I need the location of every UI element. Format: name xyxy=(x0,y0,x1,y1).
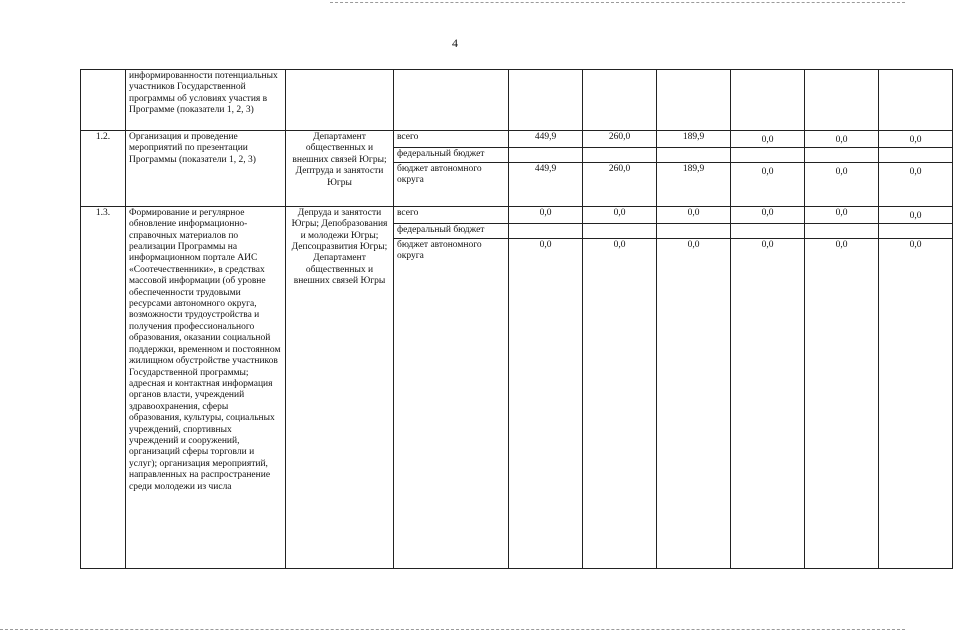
source-label-cell: бюджет автономного округа xyxy=(394,162,509,206)
value-cell: 449,9 xyxy=(509,131,583,148)
responsible-cell: Департамент общественных и внешних связей Югры; Дептруда и занятости Югры xyxy=(286,131,394,207)
value-cell xyxy=(657,224,731,238)
value-cell: 0,0 xyxy=(583,206,657,223)
value-cell: 0,0 xyxy=(583,238,657,568)
value-cell xyxy=(583,224,657,238)
row-number-cell xyxy=(81,70,126,131)
value-cell xyxy=(805,224,879,238)
activity-name-cell: Формирование и регулярное обновление информационно-справочных материалов по реализации Программы на информационном портале АИС «Соотечественники», в средствах массовой информации (об уровне обеспеченности трудовыми ресурсами автономного округа, возможности трудоустройства и получения профессионального образования, оказании социальной поддержки, временном и постоянном жилищном обустройстве участников Государственной программы; адресная и контактная информация органов власти, учреждений здравоохранения, сферы образования, культуры, социальных учреждений, спортивных учреждений и сооружений, организаций сферы торговли и услуг); организация мероприятий, направленных на распространение среди молодежи из числа xyxy=(126,206,286,568)
value-cell: 0,0 xyxy=(657,238,731,568)
value-cell: 0,0 xyxy=(879,162,953,206)
value-cell: 0,0 xyxy=(805,162,879,206)
value-cell xyxy=(509,148,583,162)
value-cell xyxy=(879,224,953,238)
value-cell: 0,0 xyxy=(805,131,879,148)
value-cell xyxy=(509,224,583,238)
activity-name-cell: информированности потенциальных участников Государственной программы об условиях участия в Программе (показатели 1, 2, 3) xyxy=(126,70,286,131)
value-cell xyxy=(805,148,879,162)
table-row-1-2-total xyxy=(81,131,953,148)
source-cell xyxy=(394,70,509,131)
scan-edge-bottom xyxy=(0,629,905,631)
value-cell: 0,0 xyxy=(731,238,805,568)
scan-edge-top xyxy=(330,2,905,4)
value-cell xyxy=(879,70,953,131)
source-label-cell: всего xyxy=(394,206,509,223)
value-cell xyxy=(731,70,805,131)
value-cell: 449,9 xyxy=(509,162,583,206)
value-cell xyxy=(657,70,731,131)
source-label-cell: федеральный бюджет xyxy=(394,148,509,162)
source-label-cell: бюджет автономного округа xyxy=(394,238,509,568)
source-label-cell: федеральный бюджет xyxy=(394,224,509,238)
value-cell: 260,0 xyxy=(583,162,657,206)
source-label-cell: всего xyxy=(394,131,509,148)
row-number-cell: 1.2. xyxy=(81,131,126,207)
page-number: 4 xyxy=(452,36,458,50)
value-cell: 0,0 xyxy=(805,206,879,223)
value-cell: 0,0 xyxy=(509,206,583,223)
value-cell: 0,0 xyxy=(731,206,805,223)
value-cell: 0,0 xyxy=(509,238,583,568)
responsible-cell: Депруда и занятости Югры; Депобразования и молодежи Югры; Депсоцразвития Югры; Департамент общественных и внешних связей Югры xyxy=(286,206,394,568)
value-cell xyxy=(805,70,879,131)
value-cell: 0,0 xyxy=(879,206,953,223)
value-cell xyxy=(879,148,953,162)
value-cell xyxy=(583,70,657,131)
program-table xyxy=(80,69,953,569)
value-cell xyxy=(731,224,805,238)
row-number-cell: 1.3. xyxy=(81,206,126,568)
responsible-cell xyxy=(286,70,394,131)
value-cell: 189,9 xyxy=(657,162,731,206)
value-cell xyxy=(657,148,731,162)
value-cell: 0,0 xyxy=(879,238,953,568)
value-cell xyxy=(583,148,657,162)
value-cell xyxy=(731,148,805,162)
value-cell: 0,0 xyxy=(805,238,879,568)
value-cell: 0,0 xyxy=(731,162,805,206)
table-row-1-3-total xyxy=(81,206,953,223)
table-row-continuation xyxy=(81,70,953,131)
activity-name-cell: Организация и проведение мероприятий по презентации Программы (показатели 1, 2, 3) xyxy=(126,131,286,207)
value-cell: 0,0 xyxy=(657,206,731,223)
value-cell: 0,0 xyxy=(879,131,953,148)
value-cell: 0,0 xyxy=(731,131,805,148)
value-cell: 189,9 xyxy=(657,131,731,148)
value-cell: 260,0 xyxy=(583,131,657,148)
value-cell xyxy=(509,70,583,131)
